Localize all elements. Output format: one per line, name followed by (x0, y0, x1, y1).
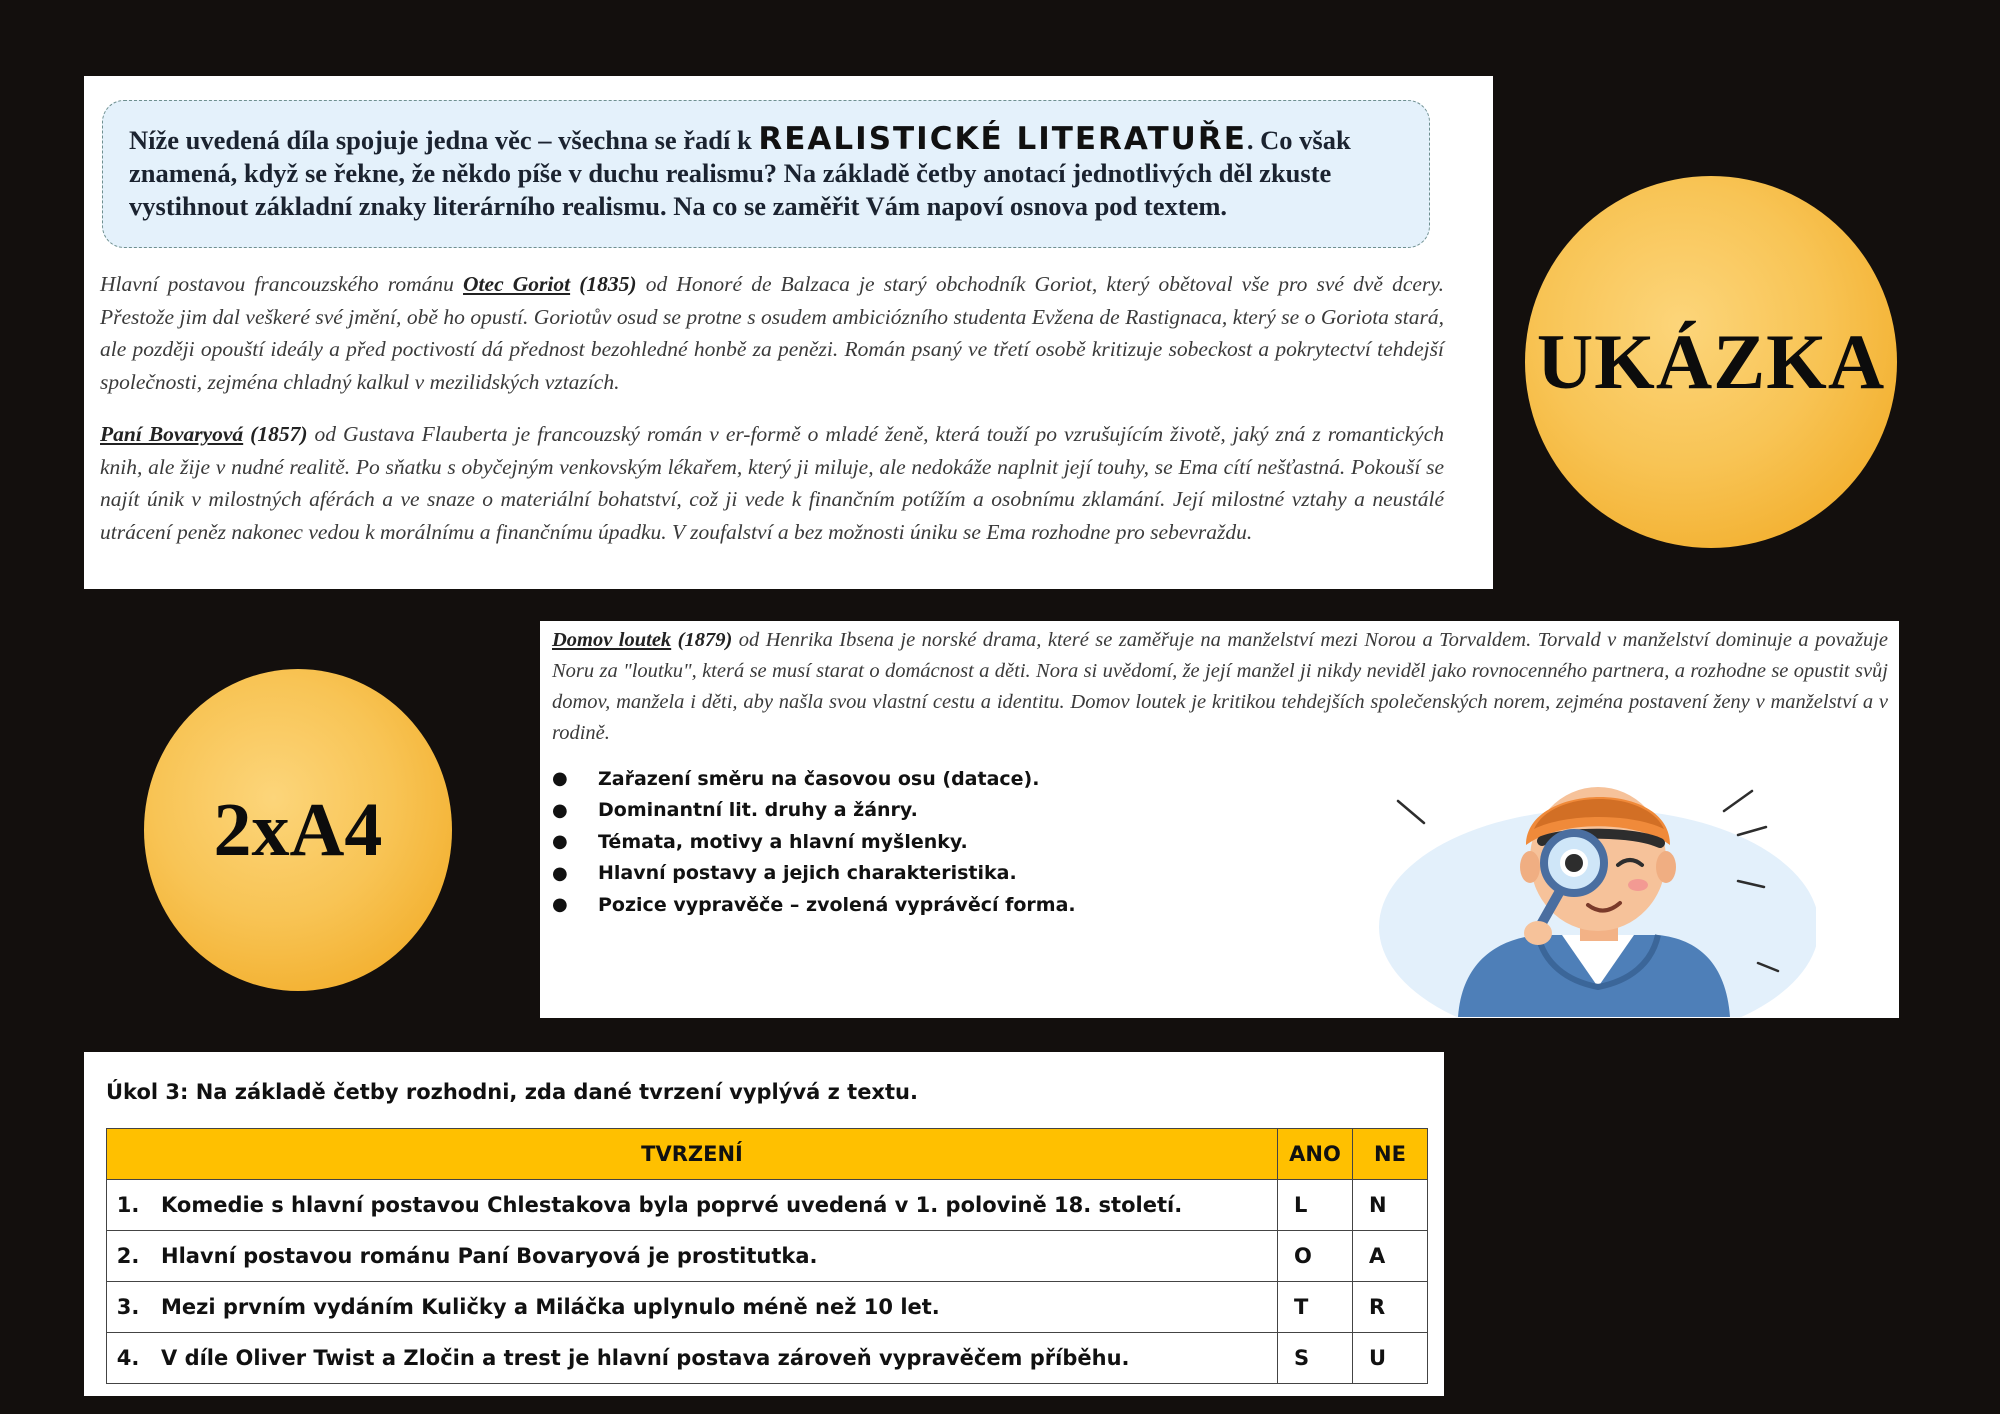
table-row (107, 1333, 1428, 1384)
table-row (107, 1180, 1428, 1231)
row-number: 3. (107, 1282, 150, 1333)
goriot-year: (1835) (570, 272, 637, 296)
table-header-row (107, 1129, 1428, 1180)
intro-rest: Co však znamená, když se řekne, že někdo píše v duchu realismu? Na základě četby anotací jednotlivých děl zkuste vystihnout základní znaky literárního realismu. Na co se zaměřit Vám napoví osnova pod textem. (129, 125, 1351, 221)
bovary-title: Paní Bovaryová (100, 422, 244, 446)
row-number: 4. (107, 1333, 150, 1384)
preview-card-bottom (84, 1052, 1444, 1396)
intro-line1-end: . (1246, 125, 1254, 155)
row-statement: Mezi prvním vydáním Kuličky a Miláčka uplynulo méně než 10 let. (149, 1282, 1278, 1333)
annotation-domov (552, 625, 1888, 749)
outline-item-text: Hlavní postavy a jejich charakteristika. (598, 862, 1017, 885)
header-yes: ANO (1278, 1129, 1353, 1180)
preview-card-middle (540, 621, 1899, 1018)
outline-list (552, 763, 1076, 921)
outline-item-text: Pozice vypravěče – zvolená vyprávěcí forma. (598, 893, 1076, 916)
intro-highlight: REALISTICKÉ LITERATUŘE (758, 121, 1247, 157)
outline-item (552, 826, 1076, 858)
domov-title: Domov loutek (552, 629, 672, 651)
row-no-letter: A (1353, 1231, 1428, 1282)
row-number: 1. (107, 1180, 150, 1231)
bullet-icon: ● (552, 768, 568, 790)
outline-item-text: Dominantní lit. druhy a žánry. (598, 799, 918, 822)
row-no-letter: N (1353, 1180, 1428, 1231)
outline-item (552, 795, 1076, 827)
header-no: NE (1353, 1129, 1428, 1180)
row-yes-letter: L (1278, 1180, 1353, 1231)
ukazka-label: UKÁZKA (1536, 318, 1886, 405)
ukazka-badge (1525, 176, 1897, 548)
row-number: 2. (107, 1231, 150, 1282)
annotation-goriot (100, 268, 1444, 398)
row-yes-letter: O (1278, 1231, 1353, 1282)
row-yes-letter: T (1278, 1282, 1353, 1333)
task-title: Úkol 3: Na základě četby rozhodni, zda dané tvrzení vyplývá z textu. (106, 1080, 918, 1104)
bovary-year: (1857) (243, 422, 308, 446)
goriot-text: od Honoré de Balzaca je starý obchodník Goriot, který obětoval vše pro své dvě dcery. Přestože jim dal veškeré své jmění, obě ho opustí. Goriotův osud se protne s osudem ambiciózního studenta Evžena de Rastignaca, který se o Goriota stará, ale později opouští ideály a před poctivostí dá přednost bezohledné honbě za penězi. Román psaný ve třetí osobě kritizuje sobeckost a pokrytectví tehdejší společnosti, zejména chladný kalkul v mezilidských vztazích. (100, 272, 1445, 394)
preview-card-top (84, 76, 1493, 589)
bullet-icon: ● (552, 894, 568, 916)
boy-with-magnifier-illustration (1366, 749, 1816, 1017)
outline-item-text: Zařazení směru na časovou osu (datace). (598, 767, 1040, 790)
goriot-prefix: Hlavní postavou francouzského románu (100, 272, 464, 296)
row-statement: Komedie s hlavní postavou Chlestakova byla poprvé uvedená v 1. polovině 18. století. (149, 1180, 1278, 1231)
intro-box (102, 100, 1430, 248)
domov-year: (1879) (671, 629, 733, 651)
format-badge (144, 669, 452, 991)
domov-text: od Henrika Ibsena je norské drama, které se zaměřuje na manželství mezi Norou a Torvaldem. Torvald v manželství dominuje a považuje Noru za "loutku", která se musí starat o domácnost a děti. Nora si uvědomí, že její manžel ji nikdy neviděl jako rovnocenného partnera, a rozhodne se opustit svůj domov, manžela i děti, aby našla svou vlastní cestu a identitu. Domov loutek je kritikou tehdejších společenských norem, zejména postavení ženy v manželství a v rodině. (552, 629, 1888, 744)
outline-item-text: Témata, motivy a hlavní myšlenky. (598, 830, 968, 853)
row-no-letter: U (1353, 1333, 1428, 1384)
bullet-icon: ● (552, 799, 568, 821)
table-row (107, 1231, 1428, 1282)
annotation-bovary (100, 418, 1444, 548)
bullet-icon: ● (552, 831, 568, 853)
goriot-title: Otec Goriot (463, 272, 571, 296)
row-no-letter: R (1353, 1282, 1428, 1333)
table-row (107, 1282, 1428, 1333)
header-statement: TVRZENÍ (107, 1129, 1278, 1180)
format-label: 2xA4 (213, 787, 383, 872)
row-yes-letter: S (1278, 1333, 1353, 1384)
intro-line1-start: Níže uvedená díla spojuje jedna věc – všechna se řadí k (129, 125, 759, 155)
bullet-icon: ● (552, 862, 568, 884)
outline-item (552, 763, 1076, 795)
statements-table (106, 1128, 1428, 1384)
row-statement: Hlavní postavou románu Paní Bovaryová je prostitutka. (149, 1231, 1278, 1282)
outline-item (552, 889, 1076, 921)
bovary-text: od Gustava Flauberta je francouzský román v er-formě o mladé ženě, která touží po vzrušujícím životě, jaký zná z romantických knih, ale žije v nudné realitě. Po sňatku s obyčejným venkovským lékařem, který ji miluje, ale nedokáže naplnit její touhy, se Ema cítí nešťastná. Pokouší se najít únik v milostných aférách a ve snaze o materiální bohatství, což ji vede k finančním potížím a osobnímu zklamání. Její milostné vztahy a neustálé utrácení peněz nakonec vedou k morálnímu a finančnímu úpadku. V zoufalství a bez možnosti úniku se Ema rozhodne pro sebevraždu. (100, 422, 1444, 544)
row-statement: V díle Oliver Twist a Zločin a trest je hlavní postava zároveň vypravěčem příběhu. (149, 1333, 1278, 1384)
outline-item (552, 858, 1076, 890)
